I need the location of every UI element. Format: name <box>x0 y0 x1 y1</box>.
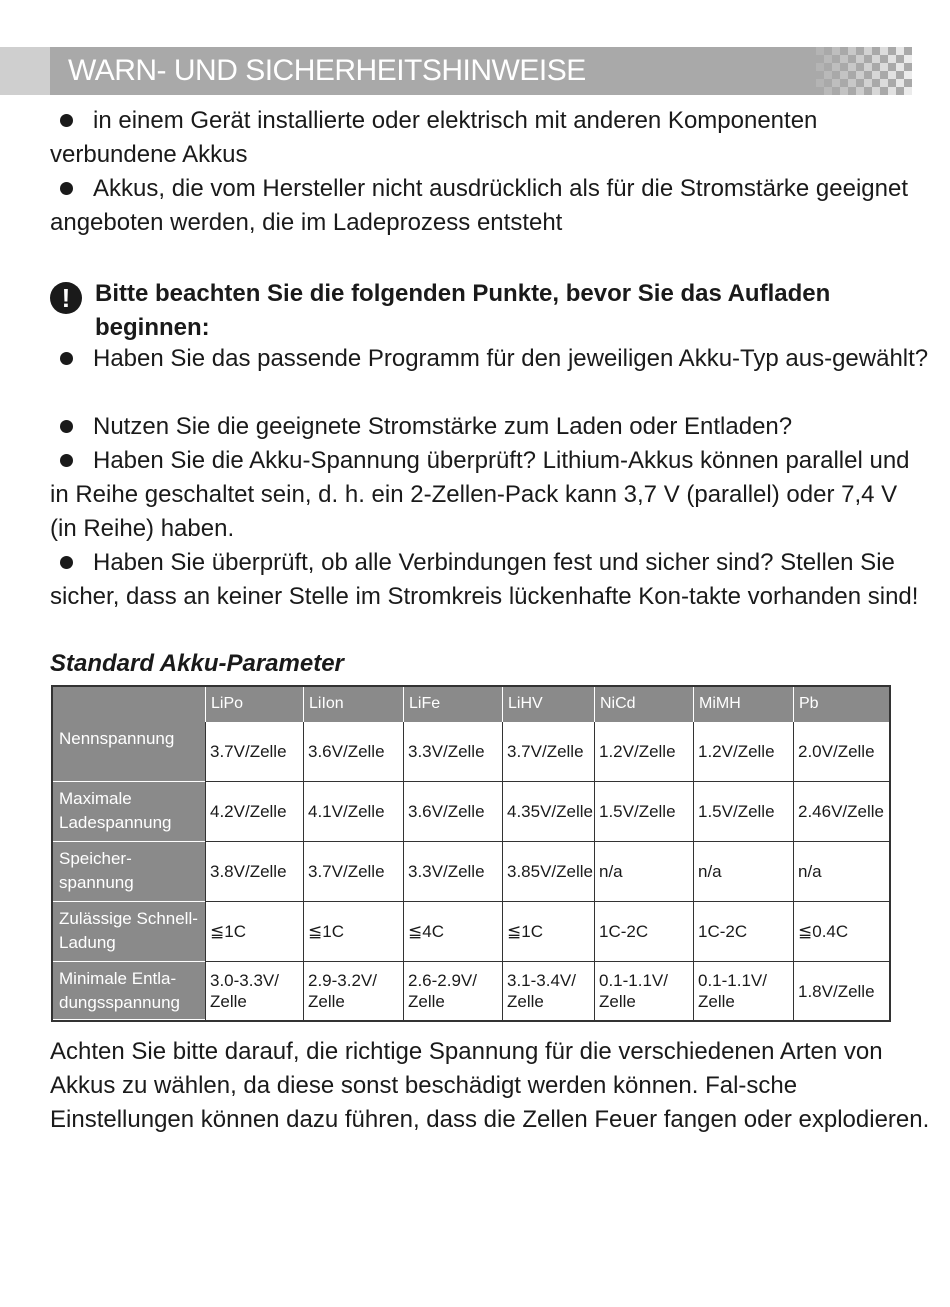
table-cell: 2.0V/Zelle <box>793 722 889 782</box>
column-header: LiHV <box>502 687 594 722</box>
column-header: Pb <box>793 687 889 722</box>
column-header: LiFe <box>403 687 502 722</box>
table-cell: 3.8V/Zelle <box>205 842 303 902</box>
table-cell: 1.8V/Zelle <box>793 962 889 1020</box>
table-cell: 3.85V/Zelle <box>502 842 594 902</box>
bullet-icon <box>60 182 73 195</box>
voltage-warning-paragraph: Achten Sie bitte darauf, die richtige Spannung für die verschiedenen Arten von Akkus zu wählen, da diese sonst beschädigt werden können. Fal-sche Einstellungen können dazu führen, dass die Zellen Feuer fangen oder explodieren. <box>50 1038 930 1133</box>
bullet-text: Nutzen Sie die geeignete Stromstärke zum Laden oder Entladen? <box>93 413 793 440</box>
table-cell: ≦1C <box>502 902 594 962</box>
table-cell: 3.3V/Zelle <box>403 842 502 902</box>
table-cell: 3.0-3.3V/ Zelle <box>205 962 303 1020</box>
row-header: Zulässige Schnell-Ladung <box>53 902 205 962</box>
table-cell: ≦1C <box>303 902 403 962</box>
row-header: Minimale Entla-dungsspannung <box>53 962 205 1020</box>
table-cell: 3.6V/Zelle <box>403 782 502 842</box>
table-cell: 4.2V/Zelle <box>205 782 303 842</box>
bullet-text: Haben Sie die Akku-Spannung überprüft? Lithium-Akkus können parallel und in Reihe geschaltet sein, d. h. ein 2-Zellen-Pack kann 3,7 V (parallel) oder 7,4 V (in Reihe) haben. <box>50 447 910 542</box>
row-header: Speicher-spannung <box>53 842 205 902</box>
table-cell: 1.5V/Zelle <box>693 782 793 842</box>
table-cell: ≦4C <box>403 902 502 962</box>
row-header: Nennspannung <box>53 722 205 782</box>
section-header <box>0 47 912 95</box>
table-cell: n/a <box>793 842 889 902</box>
table-cell: n/a <box>594 842 693 902</box>
table-cell: 2.46V/Zelle <box>793 782 889 842</box>
table-cell: 4.35V/Zelle <box>502 782 594 842</box>
section-title-header: WARN- UND SICHERHEITSHINWEISE <box>68 54 586 87</box>
table-cell: 1.5V/Zelle <box>594 782 693 842</box>
bullet-text: in einem Gerät installierte oder elektrisch mit anderen Komponenten verbundene Akkus <box>50 107 818 168</box>
table-cell: 1C-2C <box>594 902 693 962</box>
table-cell: 3.1-3.4V/ Zelle <box>502 962 594 1020</box>
bullet-icon <box>60 420 73 433</box>
column-header: LiIon <box>303 687 403 722</box>
bullet-icon <box>60 454 73 467</box>
table-cell: 2.9-3.2V/ Zelle <box>303 962 403 1020</box>
table-cell: 3.7V/Zelle <box>205 722 303 782</box>
table-cell: 1.2V/Zelle <box>693 722 793 782</box>
table-cell: 3.7V/Zelle <box>502 722 594 782</box>
table-cell: 3.6V/Zelle <box>303 722 403 782</box>
intro-bullet-2 <box>50 172 930 240</box>
bullet-text: Akkus, die vom Hersteller nicht ausdrücklich als für die Stromstärke geeignet angeboten werden, die im Ladeprozess entsteht <box>50 175 909 236</box>
bullet-text: Haben Sie das passende Programm für den jeweiligen Akku-Typ aus-gewählt? <box>93 345 929 372</box>
check-bullet-2 <box>50 410 930 444</box>
table-cell: n/a <box>693 842 793 902</box>
bullet-icon <box>60 114 73 127</box>
header-accent-block <box>0 47 50 95</box>
column-header: NiCd <box>594 687 693 722</box>
table-cell: 3.3V/Zelle <box>403 722 502 782</box>
check-bullet-1 <box>50 342 930 376</box>
table-title: Standard Akku-Parameter <box>50 650 344 677</box>
intro-bullet-1 <box>50 104 930 172</box>
bullet-icon <box>60 352 73 365</box>
column-header: LiPo <box>205 687 303 722</box>
bullet-text: Haben Sie überprüft, ob alle Verbindungen fest und sicher sind? Stellen Sie sicher, dass an keiner Stelle im Stromkreis lückenhafte Kon-takte vorhanden sind! <box>50 549 919 610</box>
table-cell: 3.7V/Zelle <box>303 842 403 902</box>
table-cell: ≦0.4C <box>793 902 889 962</box>
checker-pattern-decoration <box>812 47 912 95</box>
table-cell: 0.1-1.1V/ Zelle <box>594 962 693 1020</box>
table-cell: 1.2V/Zelle <box>594 722 693 782</box>
bullet-icon <box>60 556 73 569</box>
table-cell: 4.1V/Zelle <box>303 782 403 842</box>
table-cell: 2.6-2.9V/ Zelle <box>403 962 502 1020</box>
battery-parameter-table <box>51 685 891 1022</box>
table-cell: 1C-2C <box>693 902 793 962</box>
exclamation-icon: ! <box>50 282 82 314</box>
table-cell: 0.1-1.1V/ Zelle <box>693 962 793 1020</box>
check-bullet-4 <box>50 546 930 614</box>
row-header: Maximale Ladespannung <box>53 782 205 842</box>
table-cell: ≦1C <box>205 902 303 962</box>
check-bullet-3 <box>50 444 930 546</box>
notice-text: Bitte beachten Sie die folgenden Punkte, bevor Sie das Aufladen beginnen: <box>95 280 831 341</box>
column-header: MiMH <box>693 687 793 722</box>
